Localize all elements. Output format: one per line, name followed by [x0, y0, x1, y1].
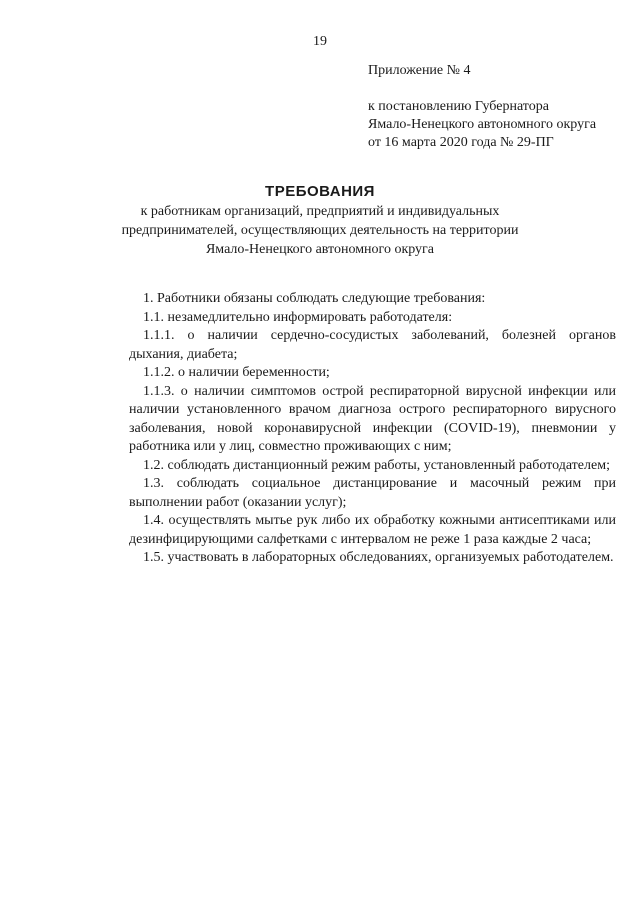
document-heading: [120, 182, 520, 259]
appendix-title: Приложение № 4: [368, 63, 471, 78]
document-title: ТРЕБОВАНИЯ: [265, 183, 375, 200]
paragraph-1: 1. Работники обязаны соблюдать следующие требования:: [143, 291, 486, 306]
document-subtitle-line-3: Ямало-Ненецкого автономного округа: [205, 242, 435, 257]
paragraph-1-1: 1.1. незамедлительно информировать работодателя:: [143, 309, 453, 325]
paragraph-1-1-3: 1.1.3. о наличии симптомов острой респираторной вирусной инфекции или наличии установленного врачом диагноза острого респираторного вирусного заболевания, новой коронавирусной инфекции (COVID-19), пневмонии у работника или у лиц, совместно проживающих с ним;: [129, 383, 616, 454]
appendix-line-1: к постановлению Губернатора: [368, 99, 549, 114]
document-subtitle-line-2: предпринимателей, осуществляющих деятельность на территории: [121, 223, 519, 238]
paragraph-1-1-1: 1.1.1. о наличии сердечно-сосудистых заболеваний, болезней органов дыхания, диабета;: [129, 328, 616, 362]
appendix-block: [368, 62, 628, 152]
paragraph-1-1-2: 1.1.2. о наличии беременности;: [143, 365, 330, 380]
page-number: 19: [313, 34, 327, 49]
appendix-line-3: от 16 марта 2020 года № 29-ПГ: [368, 135, 554, 150]
paragraph-1-3: 1.3. соблюдать социальное дистанцирование и масочный режим при выполнении работ (оказании услуг);: [129, 476, 616, 510]
requirements-body: [129, 290, 616, 568]
paragraph-1-5: 1.5. участвовать в лабораторных обследованиях, организуемых работодателем.: [143, 550, 614, 565]
appendix-line-2: Ямало-Ненецкого автономного округа: [368, 117, 597, 132]
document-subtitle-line-1: к работникам организаций, предприятий и индивидуальных: [140, 204, 500, 219]
paragraph-1-2: 1.2. соблюдать дистанционный режим работы, установленный работодателем;: [143, 457, 610, 473]
paragraph-1-4: 1.4. осуществлять мытье рук либо их обработку кожными антисептиками или дезинфицирующими салфетками с интервалом не реже 1 раза каждые 2 часа;: [129, 513, 616, 547]
